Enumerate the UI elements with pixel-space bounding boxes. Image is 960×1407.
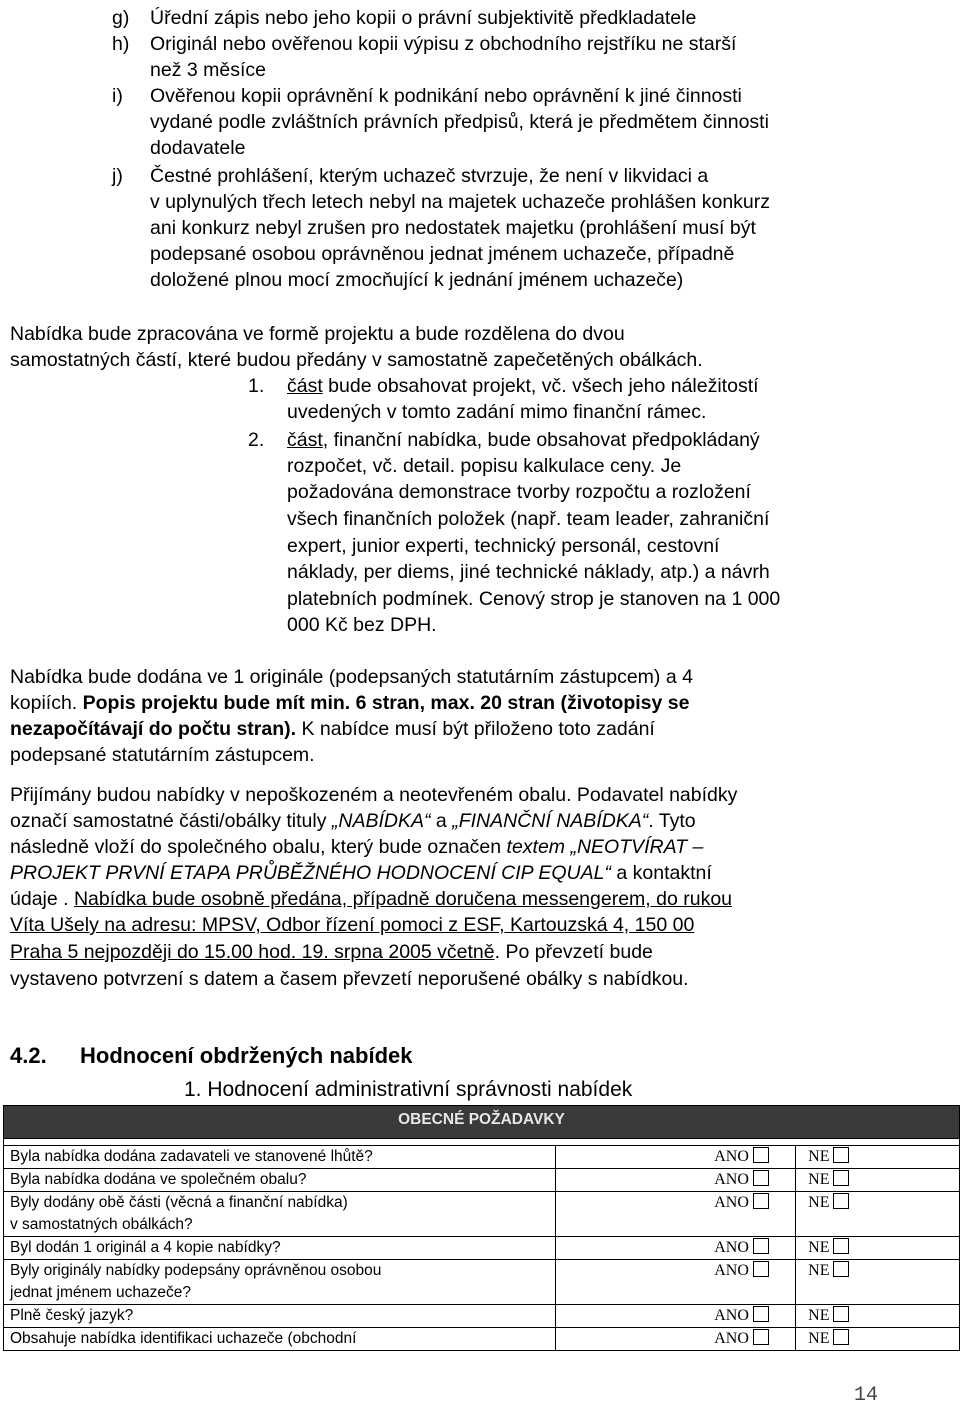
table-row [4,1237,960,1260]
list-item-j-line: ani konkurz nebyl zrušen pro nedostatek majetku (prohlášení musí být [150,217,756,239]
no-option[interactable]: NE [796,1169,960,1192]
paragraph-acceptance: označí samostatné části/obálky tituly „NABÍDKA“ a „FINANČNÍ NABÍDKA“. Tyto [10,810,696,832]
yes-option[interactable]: ANO [556,1146,796,1169]
section-number: 4.2. [10,1043,47,1068]
no-option[interactable]: NE [796,1237,960,1260]
table-row [4,1260,960,1305]
paragraph-acceptance: Praha 5 nejpozději do 15.00 hod. 19. srpna 2005 včetně. Po převzetí bude [10,941,653,963]
part-2-text: požadována demonstrace tvorby rozpočtu a rozložení [287,481,751,503]
part-keyword: část [287,429,323,451]
part-2-text: 000 Kč bez DPH. [287,614,437,636]
section-title: Hodnocení obdržených nabídek [80,1043,413,1068]
part-1-number: 1. [248,375,265,397]
paragraph-delivery: kopiích. Popis projektu bude mít min. 6 stran, max. 20 stran (životopisy se [10,692,690,714]
yes-option[interactable]: ANO [556,1169,796,1192]
list-item-j-line: doložené plnou mocí zmocňující k jednání jménem uchazeče) [150,269,684,291]
list-item-h-line: než 3 měsíce [150,59,266,81]
checkbox-yes[interactable] [753,1329,769,1345]
yes-option[interactable]: ANO [556,1192,796,1237]
question-cell: Byly originály nabídky podepsány oprávněnou osobou jednat jménem uchazeče? [4,1260,556,1305]
checkbox-yes[interactable] [753,1193,769,1209]
list-item-j: j) [112,165,123,187]
table-row [4,1305,960,1328]
list-item-j-line: podepsané osobou oprávněnou jednat jménem uchazeče, případně [150,243,735,265]
list-item-j-line: Čestné prohlášení, kterým uchazeč stvrzuje, že není v likvidaci a [150,165,709,187]
list-item-i-line: Ověřenou kopii oprávnění k podnikání nebo oprávnění k jiné činnosti [150,85,742,107]
part-2-text: expert, junior experti, technický personál, cestovní [287,535,720,557]
list-item-i-line: vydané podle zvláštních právních předpisů, která je předmětem činnosti [150,111,769,133]
subsection-title: 1. Hodnocení administrativní správnosti nabídek [184,1078,633,1101]
table-row [4,1169,960,1192]
table-spacer [4,1139,960,1146]
table-row [4,1192,960,1237]
checkbox-no[interactable] [833,1306,849,1322]
paragraph-offer-structure: Nabídka bude zpracována ve formě projektu a bude rozdělena do dvou [10,323,625,345]
no-option[interactable]: NE [796,1305,960,1328]
part-2-text: náklady, per diems, jiné technické náklady, atp.) a návrh [287,561,770,583]
paragraph-acceptance: vystaveno potvrzení s datem a časem převzetí neporušené obálky s nabídkou. [10,968,689,990]
list-item-g: g) Úřední zápis nebo jeho kopii o právní subjektivitě předkladatele [112,7,697,29]
paragraph-delivery: Nabídka bude dodána ve 1 originále (podepsaných statutárním zástupcem) a 4 [10,666,693,688]
question-cell: Plně český jazyk? [4,1305,556,1328]
no-option[interactable]: NE [796,1146,960,1169]
paragraph-acceptance: PROJEKT PRVNÍ ETAPA PRŮBĚŽNÉHO HODNOCENÍ CIP EQUAL“ a kontaktní [10,862,712,884]
checkbox-yes[interactable] [753,1170,769,1186]
yes-option[interactable]: ANO [556,1328,796,1351]
list-item-j-line: v uplynulých třech letech nebyl na majetek uchazeče prohlášen konkurz [150,191,771,213]
question-cell: Byly dodány obě části (věcná a finanční nabídka) v samostatných obálkách? [4,1192,556,1237]
list-item-h: h) [112,33,130,55]
checkbox-no[interactable] [833,1261,849,1277]
question-cell: Obsahuje nabídka identifikaci uchazeče (obchodní [4,1328,556,1351]
checkbox-yes[interactable] [753,1147,769,1163]
checkbox-no[interactable] [833,1193,849,1209]
part-1-text: část bude obsahovat projekt, vč. všech jeho náležitostí [287,375,759,397]
question-cell: Byla nabídka dodána ve společném obalu? [4,1169,556,1192]
part-2-number: 2. [248,429,265,451]
part-2-text: část, finanční nabídka, bude obsahovat předpokládaný [287,429,760,451]
no-option[interactable]: NE [796,1328,960,1351]
question-cell: Byl dodán 1 originál a 4 kopie nabídky? [4,1237,556,1260]
part-keyword: část [287,375,323,397]
evaluation-table [3,1105,960,1351]
yes-option[interactable]: ANO [556,1305,796,1328]
paragraph-delivery: nezapočítávají do počtu stran). K nabídce musí být přiloženo toto zadání [10,718,655,740]
no-option[interactable]: NE [796,1192,960,1237]
paragraph-acceptance: Víta Ušely na adresu: MPSV, Odbor řízení pomoci z ESF, Kartouzská 4, 150 00 [10,914,695,936]
paragraph-acceptance: údaje . Nabídka bude osobně předána, případně doručena messengerem, do rukou [10,888,733,910]
list-item-i: i) [112,85,123,107]
part-2-text: rozpočet, vč. detail. popisu kalkulace ceny. Je [287,455,682,477]
question-cell: Byla nabídka dodána zadavateli ve stanovené lhůtě? [4,1146,556,1169]
checkbox-yes[interactable] [753,1238,769,1254]
paragraph-delivery: podepsané statutárním zástupcem. [10,744,315,766]
checkbox-yes[interactable] [753,1306,769,1322]
no-option[interactable]: NE [796,1260,960,1305]
yes-option[interactable]: ANO [556,1260,796,1305]
checkbox-no[interactable] [833,1329,849,1345]
list-item-h-line: Originál nebo ověřenou kopii výpisu z obchodního rejstříku ne starší [150,33,737,55]
part-2-text: všech finančních položek (např. team leader, zahraniční [287,508,770,530]
checkbox-yes[interactable] [753,1261,769,1277]
paragraph-acceptance: následně vloží do společného obalu, který bude označen textem „NEOTVÍRAT – [10,836,704,858]
checkbox-no[interactable] [833,1147,849,1163]
paragraph-acceptance: Přijímány budou nabídky v nepoškozeném a neotevřeném obalu. Podavatel nabídky [10,784,738,806]
yes-option[interactable]: ANO [556,1237,796,1260]
table-row [4,1146,960,1169]
paragraph-offer-structure: samostatných částí, které budou předány v samostatně zapečetěných obálkách. [10,349,703,371]
list-item-i-line: dodavatele [150,137,246,159]
checkbox-no[interactable] [833,1170,849,1186]
table-header: OBECNÉ POŽADAVKY [4,1106,960,1139]
part-1-text: uvedených v tomto zadání mimo finanční rámec. [287,401,707,423]
page-number: 14 [853,1384,878,1407]
checkbox-no[interactable] [833,1238,849,1254]
table-row [4,1328,960,1351]
part-2-text: platebních podmínek. Cenový strop je stanoven na 1 000 [287,588,781,610]
